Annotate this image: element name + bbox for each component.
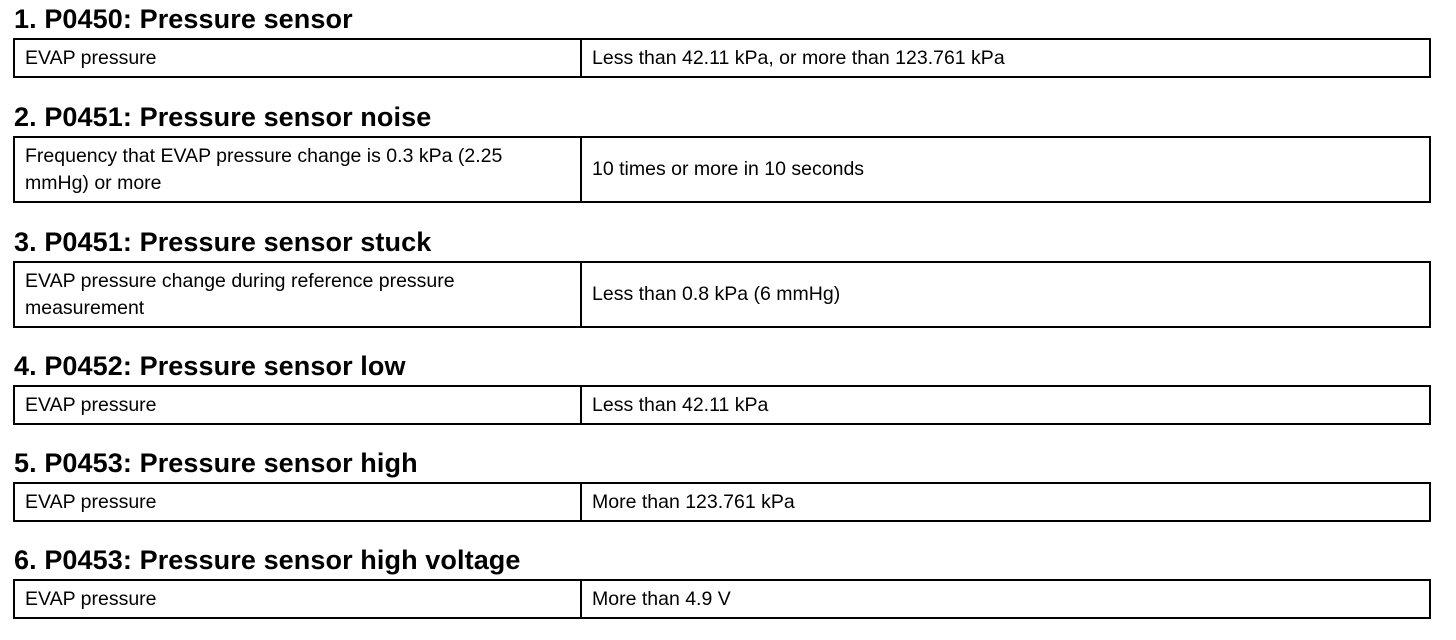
section-heading: 6. P0453: Pressure sensor high voltage (14, 545, 521, 575)
section-heading: 3. P0451: Pressure sensor stuck (14, 227, 432, 257)
condition-cell: EVAP pressure (14, 483, 581, 521)
section-p0450-pressure-sensor (13, 4, 1431, 78)
condition-table (13, 38, 1431, 78)
condition-cell: EVAP pressure (14, 39, 581, 77)
threshold-cell: Less than 42.11 kPa (581, 386, 1430, 424)
condition-table (13, 136, 1431, 203)
section-heading: 1. P0450: Pressure sensor (14, 4, 353, 34)
condition-table (13, 261, 1431, 328)
section-p0453-pressure-sensor-high (13, 448, 1431, 522)
threshold-cell: More than 123.761 kPa (581, 483, 1430, 521)
table-row (14, 137, 1430, 202)
condition-cell: EVAP pressure change during reference pressure measurement (14, 262, 581, 327)
condition-cell: Frequency that EVAP pressure change is 0.3 kPa (2.25 mmHg) or more (14, 137, 581, 202)
table-row (14, 39, 1430, 77)
table-row (14, 262, 1430, 327)
threshold-cell: Less than 0.8 kPa (6 mmHg) (581, 262, 1430, 327)
section-heading: 5. P0453: Pressure sensor high (14, 448, 418, 478)
table-row (14, 483, 1430, 521)
section-p0453-pressure-sensor-high-voltage (13, 545, 1431, 619)
table-row (14, 580, 1430, 618)
table-row (14, 386, 1430, 424)
section-p0451-pressure-sensor-stuck (13, 227, 1431, 328)
condition-table (13, 579, 1431, 619)
section-p0451-pressure-sensor-noise (13, 102, 1431, 203)
condition-table (13, 482, 1431, 522)
condition-cell: EVAP pressure (14, 386, 581, 424)
condition-cell: EVAP pressure (14, 580, 581, 618)
threshold-cell: Less than 42.11 kPa, or more than 123.761 kPa (581, 39, 1430, 77)
section-heading: 4. P0452: Pressure sensor low (14, 351, 406, 381)
section-heading: 2. P0451: Pressure sensor noise (14, 102, 432, 132)
threshold-cell: 10 times or more in 10 seconds (581, 137, 1430, 202)
section-p0452-pressure-sensor-low (13, 351, 1431, 425)
threshold-cell: More than 4.9 V (581, 580, 1430, 618)
condition-table (13, 385, 1431, 425)
